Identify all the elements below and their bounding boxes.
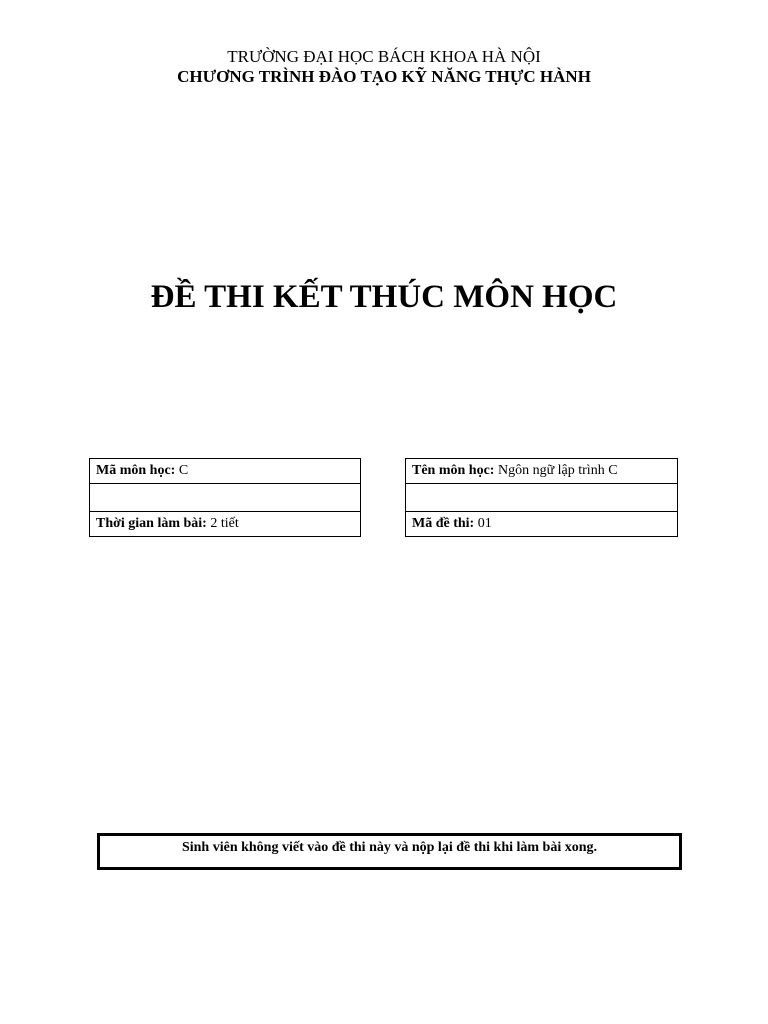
course-name-label: Tên môn học: <box>412 463 495 478</box>
exam-code-box <box>405 511 678 537</box>
course-name-value: Ngôn ngữ lập trình C <box>494 463 618 478</box>
document-header <box>0 47 768 87</box>
student-notice: Sinh viên không viết vào đề thi này và nộp lại đề thi khi làm bài xong. <box>97 833 682 870</box>
course-code-box <box>89 458 361 484</box>
school-name: TRƯỜNG ĐẠI HỌC BÁCH KHOA HÀ NỘI <box>227 47 541 66</box>
exam-code-value: 01 <box>474 516 492 531</box>
left-box-spacer <box>89 484 361 511</box>
exam-title: ĐỀ THI KẾT THÚC MÔN HỌC <box>150 279 618 315</box>
course-name-box <box>405 458 678 484</box>
course-code-value: C <box>175 463 189 478</box>
exam-code-label: Mã đề thi: <box>412 516 475 531</box>
duration-value: 2 tiết <box>206 516 239 531</box>
program-name: CHƯƠNG TRÌNH ĐÀO TẠO KỸ NĂNG THỰC HÀNH <box>177 67 591 86</box>
duration-label: Thời gian làm bài: <box>96 516 207 531</box>
right-box-spacer <box>405 484 678 511</box>
course-code-label: Mã môn học: <box>96 463 176 478</box>
duration-box <box>89 511 361 537</box>
